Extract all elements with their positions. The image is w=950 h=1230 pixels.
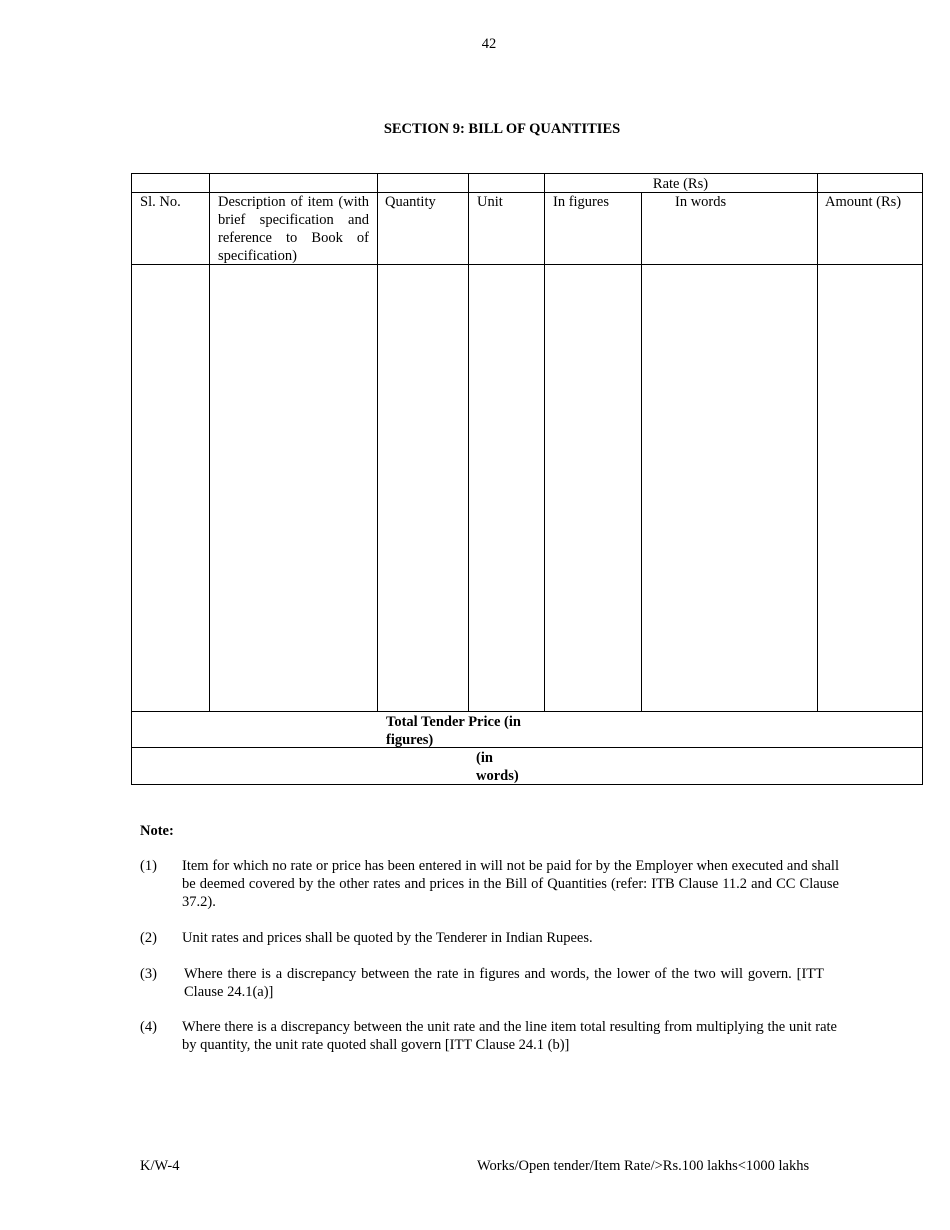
page-number: 42 xyxy=(481,36,497,52)
col-header-in-figures: In figures xyxy=(553,194,609,210)
total-price-figures-label: Total Tender Price (in figures) xyxy=(386,714,521,748)
note-text: Unit rates and prices shall be quoted by the Tenderer in Indian Rupees. xyxy=(182,930,593,946)
footer-tender-category: Works/Open tender/Item Rate/>Rs.100 lakhs<1000 lakhs xyxy=(477,1158,810,1174)
section-title: SECTION 9: BILL OF QUANTITIES xyxy=(383,121,621,137)
table-top-border xyxy=(131,173,923,174)
col-header-sl-no: Sl. No. xyxy=(140,194,181,210)
col-header-amount: Amount (Rs) xyxy=(825,194,902,210)
table-right-border xyxy=(922,173,923,785)
note-text: Item for which no rate or price has been entered in will not be paid for by the Employer when executed and shall be deemed covered by the other rates and prices in the Bill of Quantities (refer: ITB Clause 11.2 and CC Clause 37.2). xyxy=(182,858,839,910)
col-divider-1 xyxy=(209,173,210,712)
col-header-unit: Unit xyxy=(477,194,503,210)
note-number: (2) xyxy=(140,930,157,946)
total-price-words-label: (in words) xyxy=(476,750,519,784)
notes-title: Note: xyxy=(140,823,174,839)
col-divider-3 xyxy=(468,173,469,712)
col-divider-4 xyxy=(544,173,545,712)
note-text: Where there is a discrepancy between the unit rate and the line item total resulting from multiplying the unit rate by quantity, the unit rate quoted shall govern [ITT Clause 24.1 (b)] xyxy=(182,1019,837,1053)
col-header-quantity: Quantity xyxy=(385,194,436,210)
note-text: Where there is a discrepancy between the rate in figures and words, the lower of the two will govern. [ITT Clause 24.1(a)] xyxy=(184,966,824,1000)
col-divider-6 xyxy=(817,173,818,712)
note-number: (4) xyxy=(140,1019,157,1035)
note-number: (1) xyxy=(140,858,157,874)
col-divider-5 xyxy=(641,192,642,712)
note-number: (3) xyxy=(140,966,157,982)
col-header-description: Description of item (with brief specification and reference to Book of specification) xyxy=(218,194,369,264)
table-left-border xyxy=(131,173,132,785)
footer-document-code: K/W-4 xyxy=(140,1158,180,1174)
col-header-in-words: In words xyxy=(675,194,727,210)
table-body-bottom xyxy=(131,711,923,712)
rate-group-header: Rate (Rs) xyxy=(652,176,709,192)
col-divider-2 xyxy=(377,173,378,712)
